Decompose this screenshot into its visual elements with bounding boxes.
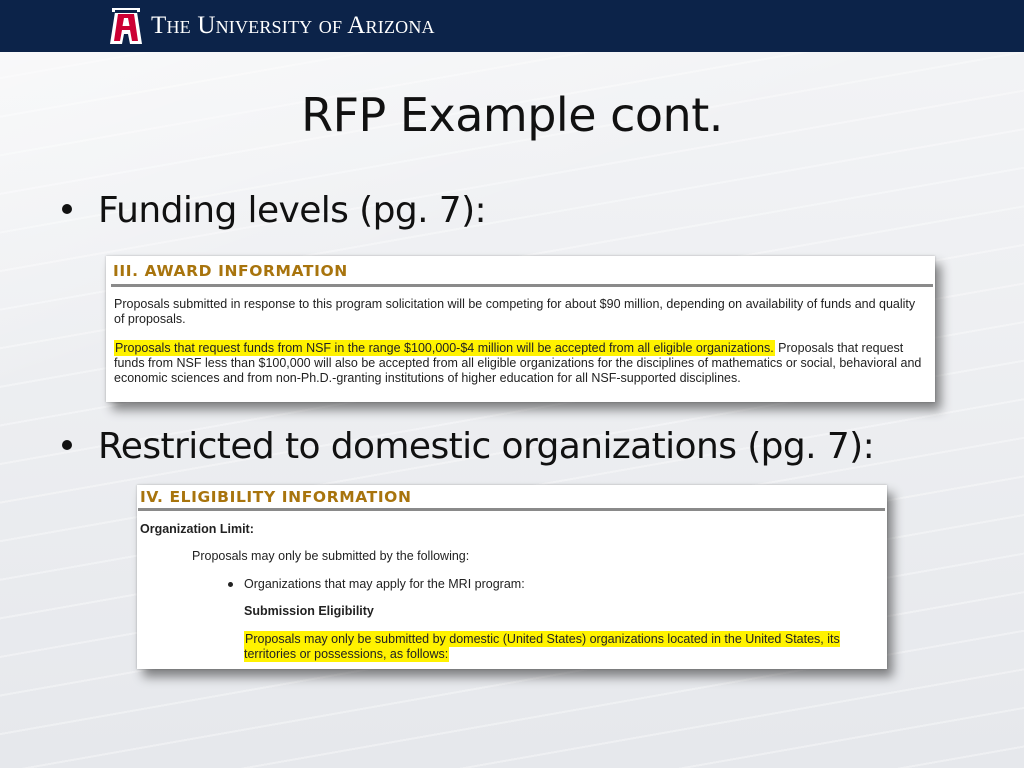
section-divider bbox=[138, 508, 885, 511]
section-divider bbox=[111, 284, 933, 287]
bullet-funding-levels bbox=[62, 190, 486, 231]
highlighted-text: Proposals that request funds from NSF in the range $100,000-$4 million will be accepted from all eligible organizations. bbox=[115, 341, 774, 355]
highlighted-text: Proposals may only be submitted by domestic (United States) organizations located in the United States, its territories or possessions, as follows: bbox=[244, 632, 840, 661]
university-name: The University of Arizona bbox=[151, 12, 435, 39]
block-a-logo-icon bbox=[110, 8, 142, 44]
bullet-domestic-organizations bbox=[62, 426, 874, 467]
bullet-text: Funding levels (pg. 7): bbox=[98, 190, 487, 231]
bullet-dot-icon bbox=[62, 204, 72, 214]
slide-title: RFP Example cont. bbox=[301, 88, 723, 142]
award-information-excerpt bbox=[106, 256, 935, 402]
award-paragraph-1: Proposals submitted in response to this program solicitation will be competing for about $90 million, depending on availability of funds and quality of proposals. bbox=[114, 297, 916, 326]
list-item: Organizations that may apply for the MRI program: bbox=[244, 577, 525, 591]
award-paragraph-2 bbox=[114, 341, 924, 386]
organization-limit-label: Organization Limit: bbox=[140, 522, 254, 536]
bullet-dot-icon bbox=[62, 440, 72, 450]
eligibility-paragraph bbox=[244, 632, 874, 662]
section-heading: III. AWARD INFORMATION bbox=[113, 262, 348, 280]
section-heading: IV. ELIGIBILITY INFORMATION bbox=[140, 488, 412, 506]
submission-eligibility-label: Submission Eligibility bbox=[244, 604, 374, 618]
eligibility-information-excerpt bbox=[137, 485, 887, 669]
bullet-text: Restricted to domestic organizations (pg. 7): bbox=[98, 426, 875, 467]
list-bullet-icon bbox=[228, 582, 233, 587]
may-only-text: Proposals may only be submitted by the following: bbox=[192, 549, 470, 563]
header-bar bbox=[0, 0, 1024, 52]
paragraph-text: Proposals that request funds from NSF less than $100,000 will also be accepted from all eligible organizations for the disciplines of mathematics or social, behavioral and economic sciences and from non-Ph.D.-granting institutions of higher education for all NSF-supported disciplines. bbox=[114, 341, 922, 385]
